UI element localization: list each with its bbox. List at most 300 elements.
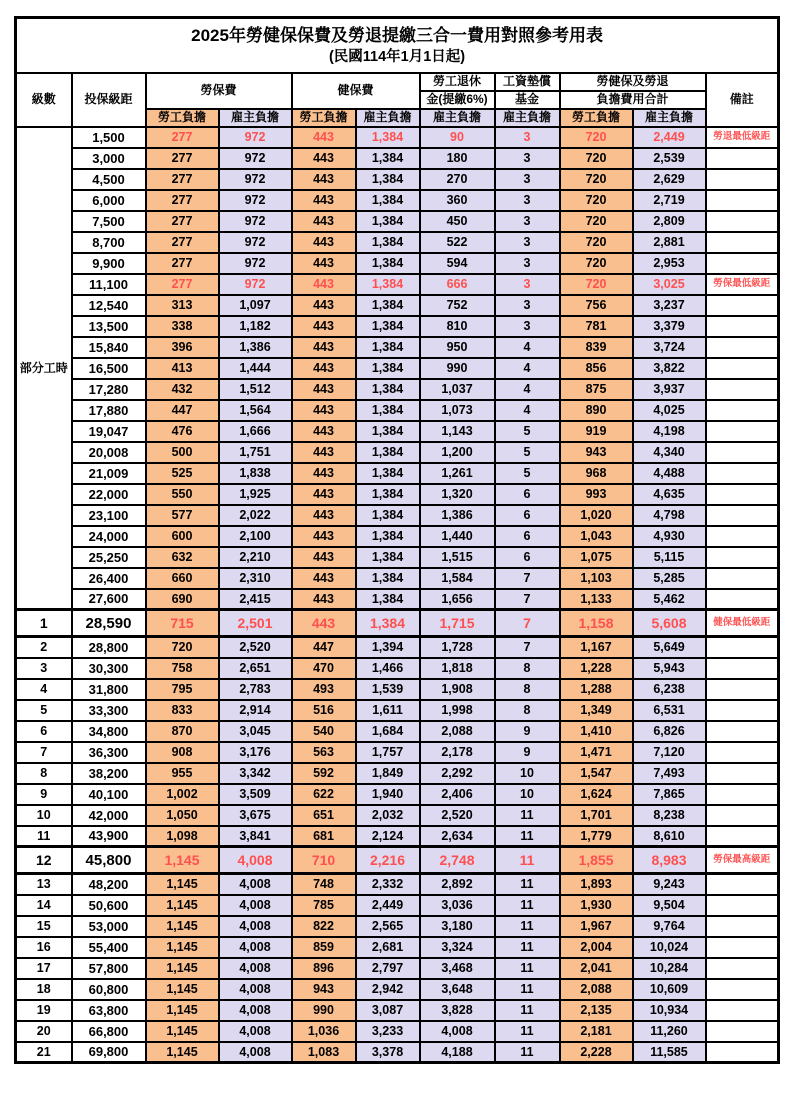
cell-pension-employer: 2,634	[420, 826, 495, 847]
cell-labor-employer: 1,564	[219, 400, 292, 421]
cell-labor-employee: 1,098	[146, 826, 219, 847]
subheader-labor-employer: 雇主負擔	[219, 109, 292, 127]
cell-insured-bracket: 13,500	[72, 316, 146, 337]
cell-total-employer: 2,719	[633, 190, 706, 211]
cell-health-employee: 563	[292, 742, 356, 763]
cell-remark	[706, 700, 779, 721]
cell-health-employee: 443	[292, 295, 356, 316]
cell-labor-employer: 1,512	[219, 379, 292, 400]
cell-fund-employer: 3	[495, 127, 560, 148]
cell-pension-employer: 450	[420, 211, 495, 232]
cell-total-employee: 1,158	[560, 610, 633, 637]
cell-insured-bracket: 19,047	[72, 421, 146, 442]
cell-health-employer: 1,384	[356, 400, 420, 421]
cell-health-employee: 443	[292, 505, 356, 526]
cell-total-employer: 8,610	[633, 826, 706, 847]
cell-fund-employer: 11	[495, 1021, 560, 1042]
cell-health-employer: 1,384	[356, 316, 420, 337]
cell-labor-employer: 2,100	[219, 526, 292, 547]
cell-total-employee: 1,020	[560, 505, 633, 526]
cell-total-employee: 1,779	[560, 826, 633, 847]
table-row	[16, 127, 779, 148]
cell-remark	[706, 505, 779, 526]
cell-total-employee: 1,701	[560, 805, 633, 826]
cell-remark	[706, 895, 779, 916]
title-block	[16, 18, 779, 73]
cell-fund-employer: 6	[495, 484, 560, 505]
cell-labor-employer: 972	[219, 190, 292, 211]
cell-health-employee: 443	[292, 232, 356, 253]
cell-labor-employer: 4,008	[219, 979, 292, 1000]
cell-labor-employee: 1,145	[146, 847, 219, 874]
cell-fund-employer: 10	[495, 784, 560, 805]
cell-total-employee: 720	[560, 169, 633, 190]
cell-pension-employer: 1,440	[420, 526, 495, 547]
cell-pension-employer: 4,008	[420, 1021, 495, 1042]
cell-remark	[706, 826, 779, 847]
cell-remark	[706, 742, 779, 763]
table-row	[16, 700, 779, 721]
cell-fund-employer: 3	[495, 211, 560, 232]
cell-labor-employer: 972	[219, 148, 292, 169]
cell-total-employee: 2,088	[560, 979, 633, 1000]
table-row	[16, 826, 779, 847]
cell-health-employer: 1,384	[356, 568, 420, 589]
cell-level: 7	[16, 742, 72, 763]
cell-labor-employer: 3,841	[219, 826, 292, 847]
cell-health-employer: 1,384	[356, 148, 420, 169]
cell-health-employee: 785	[292, 895, 356, 916]
cell-health-employee: 622	[292, 784, 356, 805]
cell-fund-employer: 5	[495, 421, 560, 442]
cell-labor-employee: 690	[146, 589, 219, 610]
cell-pension-employer: 1,656	[420, 589, 495, 610]
cell-insured-bracket: 11,100	[72, 274, 146, 295]
table-row	[16, 295, 779, 316]
cell-remark	[706, 379, 779, 400]
cell-labor-employer: 4,008	[219, 895, 292, 916]
cell-total-employee: 720	[560, 253, 633, 274]
cell-pension-employer: 1,715	[420, 610, 495, 637]
cell-health-employee: 896	[292, 958, 356, 979]
cell-total-employer: 8,983	[633, 847, 706, 874]
cell-health-employer: 1,384	[356, 505, 420, 526]
cell-fund-employer: 4	[495, 337, 560, 358]
cell-labor-employer: 3,509	[219, 784, 292, 805]
cell-health-employee: 443	[292, 400, 356, 421]
cell-insured-bracket: 57,800	[72, 958, 146, 979]
cell-labor-employer: 972	[219, 169, 292, 190]
cell-insured-bracket: 31,800	[72, 679, 146, 700]
cell-labor-employee: 955	[146, 763, 219, 784]
cell-insured-bracket: 24,000	[72, 526, 146, 547]
cell-pension-employer: 90	[420, 127, 495, 148]
table-row	[16, 589, 779, 610]
cell-total-employer: 4,930	[633, 526, 706, 547]
cell-health-employee: 443	[292, 148, 356, 169]
cell-labor-employer: 1,838	[219, 463, 292, 484]
cell-health-employer: 2,681	[356, 937, 420, 958]
cell-health-employee: 443	[292, 274, 356, 295]
cell-fund-employer: 11	[495, 916, 560, 937]
cell-labor-employee: 277	[146, 253, 219, 274]
cell-remark	[706, 253, 779, 274]
cell-level: 8	[16, 763, 72, 784]
cell-remark	[706, 526, 779, 547]
cell-fund-employer: 11	[495, 895, 560, 916]
cell-fund-employer: 10	[495, 763, 560, 784]
cell-health-employee: 651	[292, 805, 356, 826]
cell-labor-employee: 1,050	[146, 805, 219, 826]
subheader-total-employee: 勞工負擔	[560, 109, 633, 127]
cell-total-employee: 1,167	[560, 637, 633, 658]
cell-remark	[706, 874, 779, 895]
cell-total-employer: 10,934	[633, 1000, 706, 1021]
table-row	[16, 274, 779, 295]
table-row	[16, 637, 779, 658]
cell-labor-employee: 413	[146, 358, 219, 379]
cell-fund-employer: 9	[495, 742, 560, 763]
cell-fund-employer: 5	[495, 463, 560, 484]
cell-health-employee: 443	[292, 211, 356, 232]
cell-labor-employee: 870	[146, 721, 219, 742]
cell-total-employer: 4,198	[633, 421, 706, 442]
cell-total-employer: 7,865	[633, 784, 706, 805]
cell-level: 4	[16, 679, 72, 700]
cell-pension-employer: 990	[420, 358, 495, 379]
cell-remark	[706, 1000, 779, 1021]
cell-remark	[706, 211, 779, 232]
table-row	[16, 190, 779, 211]
cell-total-employer: 9,504	[633, 895, 706, 916]
cell-total-employee: 875	[560, 379, 633, 400]
cell-level: 19	[16, 1000, 72, 1021]
cell-remark	[706, 148, 779, 169]
cell-health-employee: 443	[292, 253, 356, 274]
cell-level: 12	[16, 847, 72, 874]
cell-labor-employer: 4,008	[219, 874, 292, 895]
cell-insured-bracket: 38,200	[72, 763, 146, 784]
cell-insured-bracket: 25,250	[72, 547, 146, 568]
cell-pension-employer: 1,143	[420, 421, 495, 442]
cell-labor-employer: 1,097	[219, 295, 292, 316]
cell-health-employer: 2,942	[356, 979, 420, 1000]
col-header-total-line1: 勞健保及勞退	[560, 73, 706, 91]
cell-insured-bracket: 26,400	[72, 568, 146, 589]
cell-total-employer: 10,024	[633, 937, 706, 958]
cell-pension-employer: 3,036	[420, 895, 495, 916]
cell-total-employee: 2,228	[560, 1042, 633, 1063]
col-header-remark: 備註	[706, 73, 779, 127]
table-row	[16, 937, 779, 958]
cell-health-employee: 470	[292, 658, 356, 679]
cell-remark	[706, 442, 779, 463]
table-row	[16, 1042, 779, 1063]
cell-health-employer: 1,384	[356, 211, 420, 232]
cell-total-employee: 993	[560, 484, 633, 505]
cell-insured-bracket: 8,700	[72, 232, 146, 253]
cell-labor-employee: 577	[146, 505, 219, 526]
table-row	[16, 874, 779, 895]
cell-pension-employer: 2,406	[420, 784, 495, 805]
table-row	[16, 169, 779, 190]
cell-labor-employee: 1,145	[146, 1042, 219, 1063]
cell-total-employer: 7,493	[633, 763, 706, 784]
cell-labor-employee: 758	[146, 658, 219, 679]
cell-pension-employer: 1,515	[420, 547, 495, 568]
cell-total-employer: 2,881	[633, 232, 706, 253]
cell-total-employee: 1,043	[560, 526, 633, 547]
cell-total-employee: 1,855	[560, 847, 633, 874]
cell-insured-bracket: 40,100	[72, 784, 146, 805]
cell-total-employer: 2,629	[633, 169, 706, 190]
cell-labor-employee: 277	[146, 169, 219, 190]
cell-fund-employer: 3	[495, 253, 560, 274]
cell-level: 17	[16, 958, 72, 979]
cell-health-employee: 1,083	[292, 1042, 356, 1063]
cell-labor-employee: 1,145	[146, 874, 219, 895]
cell-labor-employer: 4,008	[219, 937, 292, 958]
cell-labor-employer: 2,520	[219, 637, 292, 658]
cell-insured-bracket: 28,800	[72, 637, 146, 658]
cell-labor-employer: 4,008	[219, 916, 292, 937]
cell-insured-bracket: 48,200	[72, 874, 146, 895]
cell-labor-employer: 4,008	[219, 847, 292, 874]
title-row	[16, 18, 779, 73]
cell-health-employer: 1,384	[356, 358, 420, 379]
table-row	[16, 484, 779, 505]
cell-pension-employer: 1,261	[420, 463, 495, 484]
cell-remark	[706, 784, 779, 805]
col-header-bracket: 投保級距	[72, 73, 146, 127]
cell-remark	[706, 658, 779, 679]
cell-total-employer: 3,379	[633, 316, 706, 337]
cell-labor-employer: 2,310	[219, 568, 292, 589]
cell-insured-bracket: 1,500	[72, 127, 146, 148]
table-row	[16, 958, 779, 979]
cell-pension-employer: 1,584	[420, 568, 495, 589]
cell-total-employer: 4,488	[633, 463, 706, 484]
cell-health-employer: 1,384	[356, 442, 420, 463]
cell-fund-employer: 11	[495, 826, 560, 847]
cell-health-employee: 443	[292, 463, 356, 484]
cell-labor-employee: 277	[146, 274, 219, 295]
cell-labor-employee: 447	[146, 400, 219, 421]
cell-total-employee: 890	[560, 400, 633, 421]
cell-labor-employee: 1,002	[146, 784, 219, 805]
cell-total-employee: 1,930	[560, 895, 633, 916]
cell-total-employee: 1,967	[560, 916, 633, 937]
cell-health-employee: 443	[292, 337, 356, 358]
cell-total-employer: 3,937	[633, 379, 706, 400]
cell-remark	[706, 637, 779, 658]
cell-labor-employee: 632	[146, 547, 219, 568]
cell-remark	[706, 979, 779, 1000]
cell-total-employer: 5,649	[633, 637, 706, 658]
cell-health-employer: 2,565	[356, 916, 420, 937]
cell-labor-employee: 313	[146, 295, 219, 316]
cell-health-employer: 1,539	[356, 679, 420, 700]
cell-level: 13	[16, 874, 72, 895]
cell-health-employee: 443	[292, 442, 356, 463]
table-row	[16, 547, 779, 568]
subheader-labor-employee: 勞工負擔	[146, 109, 219, 127]
cell-total-employer: 4,635	[633, 484, 706, 505]
cell-health-employer: 2,032	[356, 805, 420, 826]
cell-pension-employer: 2,178	[420, 742, 495, 763]
cell-health-employer: 3,378	[356, 1042, 420, 1063]
table-row	[16, 1021, 779, 1042]
cell-health-employer: 1,384	[356, 421, 420, 442]
cell-remark	[706, 337, 779, 358]
table-row	[16, 658, 779, 679]
cell-total-employer: 2,953	[633, 253, 706, 274]
cell-insured-bracket: 36,300	[72, 742, 146, 763]
cell-remark	[706, 463, 779, 484]
cell-health-employee: 592	[292, 763, 356, 784]
cell-labor-employee: 500	[146, 442, 219, 463]
cell-health-employer: 1,384	[356, 232, 420, 253]
cell-pension-employer: 360	[420, 190, 495, 211]
cell-health-employer: 2,449	[356, 895, 420, 916]
cell-health-employer: 1,384	[356, 463, 420, 484]
cell-insured-bracket: 15,840	[72, 337, 146, 358]
cell-level: 1	[16, 610, 72, 637]
col-header-wage-fund-line2: 基金	[495, 91, 560, 109]
cell-health-employee: 443	[292, 547, 356, 568]
cell-health-employer: 2,124	[356, 826, 420, 847]
cell-pension-employer: 2,520	[420, 805, 495, 826]
cell-pension-employer: 752	[420, 295, 495, 316]
cell-labor-employee: 476	[146, 421, 219, 442]
cell-labor-employer: 1,925	[219, 484, 292, 505]
cell-pension-employer: 180	[420, 148, 495, 169]
cell-total-employee: 2,004	[560, 937, 633, 958]
cell-labor-employer: 972	[219, 232, 292, 253]
cell-labor-employee: 277	[146, 148, 219, 169]
cell-health-employer: 3,233	[356, 1021, 420, 1042]
cell-fund-employer: 11	[495, 937, 560, 958]
cell-fund-employer: 3	[495, 148, 560, 169]
table-row	[16, 400, 779, 421]
cell-pension-employer: 2,892	[420, 874, 495, 895]
cell-total-employee: 1,547	[560, 763, 633, 784]
cell-total-employee: 1,893	[560, 874, 633, 895]
cell-remark	[706, 721, 779, 742]
cell-fund-employer: 11	[495, 958, 560, 979]
cell-pension-employer: 950	[420, 337, 495, 358]
subheader-fund-employer: 雇主負擔	[495, 109, 560, 127]
cell-health-employee: 443	[292, 568, 356, 589]
cell-pension-employer: 3,828	[420, 1000, 495, 1021]
cell-fund-employer: 3	[495, 169, 560, 190]
cell-labor-employee: 720	[146, 637, 219, 658]
subheader-health-employer: 雇主負擔	[356, 109, 420, 127]
cell-health-employer: 1,684	[356, 721, 420, 742]
cell-insured-bracket: 42,000	[72, 805, 146, 826]
cell-total-employee: 968	[560, 463, 633, 484]
cell-health-employer: 2,216	[356, 847, 420, 874]
cell-health-employer: 1,466	[356, 658, 420, 679]
cell-level: 3	[16, 658, 72, 679]
col-header-wage-fund-line1: 工資墊償	[495, 73, 560, 91]
cell-labor-employer: 2,022	[219, 505, 292, 526]
cell-health-employer: 1,611	[356, 700, 420, 721]
cell-health-employee: 990	[292, 1000, 356, 1021]
cell-labor-employee: 277	[146, 127, 219, 148]
cell-health-employer: 1,757	[356, 742, 420, 763]
cell-total-employer: 3,724	[633, 337, 706, 358]
cell-fund-employer: 3	[495, 274, 560, 295]
cell-labor-employer: 2,415	[219, 589, 292, 610]
cell-health-employee: 447	[292, 637, 356, 658]
cell-health-employer: 1,384	[356, 547, 420, 568]
table-row	[16, 742, 779, 763]
cell-health-employee: 443	[292, 421, 356, 442]
cell-health-employee: 943	[292, 979, 356, 1000]
cell-fund-employer: 4	[495, 379, 560, 400]
cell-level: 18	[16, 979, 72, 1000]
cell-level: 20	[16, 1021, 72, 1042]
cell-insured-bracket: 7,500	[72, 211, 146, 232]
cell-total-employee: 943	[560, 442, 633, 463]
cell-total-employee: 1,075	[560, 547, 633, 568]
cell-total-employer: 11,585	[633, 1042, 706, 1063]
cell-insured-bracket: 6,000	[72, 190, 146, 211]
cell-level: 10	[16, 805, 72, 826]
cell-total-employee: 720	[560, 211, 633, 232]
cell-pension-employer: 594	[420, 253, 495, 274]
cell-pension-employer: 4,188	[420, 1042, 495, 1063]
table-row	[16, 379, 779, 400]
cell-total-employee: 2,135	[560, 1000, 633, 1021]
cell-total-employer: 5,462	[633, 589, 706, 610]
subheader-pension-employer: 雇主負擔	[420, 109, 495, 127]
cell-remark	[706, 316, 779, 337]
cell-remark	[706, 400, 779, 421]
cell-total-employee: 781	[560, 316, 633, 337]
cell-total-employee: 1,471	[560, 742, 633, 763]
cell-insured-bracket: 9,900	[72, 253, 146, 274]
cell-fund-employer: 3	[495, 232, 560, 253]
cell-total-employer: 9,243	[633, 874, 706, 895]
header-row-group-1	[16, 73, 779, 91]
cell-total-employer: 10,609	[633, 979, 706, 1000]
cell-labor-employee: 660	[146, 568, 219, 589]
cell-fund-employer: 11	[495, 1042, 560, 1063]
table-row	[16, 895, 779, 916]
cell-fund-employer: 11	[495, 805, 560, 826]
cell-labor-employee: 432	[146, 379, 219, 400]
cell-insured-bracket: 21,009	[72, 463, 146, 484]
cell-insured-bracket: 28,590	[72, 610, 146, 637]
cell-labor-employee: 1,145	[146, 1021, 219, 1042]
cell-health-employer: 1,384	[356, 610, 420, 637]
cell-labor-employee: 715	[146, 610, 219, 637]
cell-pension-employer: 2,292	[420, 763, 495, 784]
cell-total-employee: 2,181	[560, 1021, 633, 1042]
cell-insured-bracket: 45,800	[72, 847, 146, 874]
table-row	[16, 337, 779, 358]
cell-total-employer: 9,764	[633, 916, 706, 937]
cell-level: 21	[16, 1042, 72, 1063]
cell-total-employer: 5,285	[633, 568, 706, 589]
table-row	[16, 1000, 779, 1021]
cell-fund-employer: 8	[495, 658, 560, 679]
cell-remark: 勞保最高級距	[706, 847, 779, 874]
cell-total-employer: 4,340	[633, 442, 706, 463]
cell-health-employee: 443	[292, 316, 356, 337]
